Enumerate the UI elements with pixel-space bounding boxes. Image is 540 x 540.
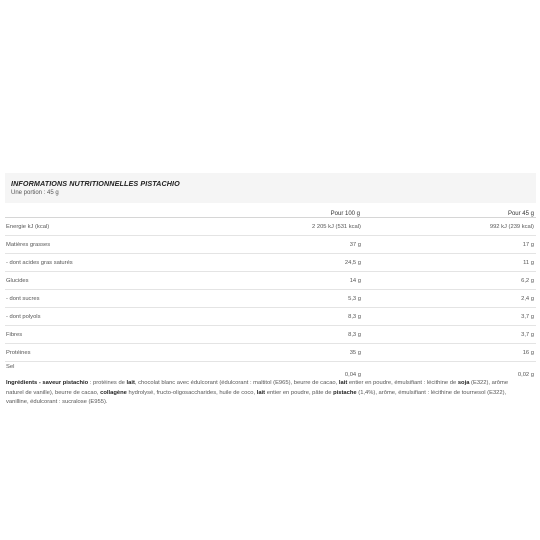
value-per-100g: 14 g [349, 277, 361, 284]
allergen: lait [126, 380, 135, 386]
ingredients-part: , chocolat blanc avec édulcorant (édulcorant : maltitol (E965), beurre de cacao, [134, 380, 339, 386]
value-per-100g: 8,3 g [348, 313, 361, 320]
value-per-45g: 0,02 g [517, 372, 534, 378]
value-per-100g: 2 205 kJ (531 kcal) [312, 223, 361, 230]
table-row [5, 362, 536, 378]
allergen: collagène [100, 389, 127, 396]
nutrition-title: INFORMATIONS NUTRITIONNELLES PISTACHIO [11, 179, 180, 188]
table-header [5, 203, 536, 218]
value-per-100g: 24,5 g [344, 259, 361, 266]
table-row [5, 272, 536, 290]
allergen: lait [338, 380, 348, 386]
nutrient-label: - dont sucres [6, 295, 40, 302]
ingredients-part: (E322), arôme naturel de vanille), beurre de cacao, [6, 380, 509, 396]
ingredients-text [5, 378, 526, 408]
nutrient-label: - dont polyols [6, 313, 41, 320]
nutrient-label: Glucides [6, 277, 29, 284]
nutrient-label: - dont acides gras saturés [6, 259, 73, 266]
nutrient-label: Energie kJ (kcal) [6, 223, 50, 230]
nutrition-panel [5, 173, 536, 408]
value-per-45g: 6,2 g [521, 277, 534, 284]
ingredients-part: entier en poudre, émulsifiant : lécithine de [347, 380, 458, 386]
table-row [5, 218, 536, 236]
table-row [5, 326, 536, 344]
allergen: soja [457, 380, 470, 386]
value-per-45g: 16 g [522, 349, 534, 356]
value-per-100g: 0,04 g [344, 372, 361, 378]
nutrition-header [5, 173, 536, 203]
ingredients-part: (1,4%), arôme, émulsifiant : lécithine de tournesol (E322), vanilline, édulcorant : sucralose (E955). [6, 389, 507, 405]
value-per-45g: 11 g [523, 259, 534, 266]
value-per-100g: 37 g [349, 241, 361, 248]
ingredients-heading: Ingrédients - saveur pistachio [6, 380, 89, 386]
table-row [5, 254, 536, 272]
value-per-45g: 3,7 g [521, 331, 534, 338]
ingredients-part: : protéines de [88, 380, 127, 386]
table-row [5, 236, 536, 254]
allergen: lait [256, 389, 266, 396]
value-per-45g: 3,7 g [521, 313, 534, 320]
nutrient-label: Matières grasses [6, 241, 51, 248]
value-per-100g: 35 g [349, 349, 361, 356]
value-per-45g: 17 g [522, 241, 534, 248]
column-header-per-100g: Pour 100 g [330, 211, 360, 217]
value-per-100g: 5,3 g [348, 295, 361, 302]
nutrient-label: Sel [6, 364, 15, 370]
nutrient-label: Fibres [6, 331, 23, 338]
allergen: pistache [333, 389, 357, 396]
value-per-45g: 2,4 g [521, 295, 534, 302]
value-per-100g: 8,3 g [348, 331, 361, 338]
ingredients-part: hydrolysé, fructo-oligosaccharides, huile de coco, [126, 389, 257, 396]
table-row [5, 344, 536, 362]
value-per-45g: 992 kJ (239 kcal) [489, 223, 534, 230]
nutrient-label: Protéines [6, 349, 31, 356]
ingredients-part: entier en poudre, pâte de [265, 389, 334, 396]
table-row [5, 290, 536, 308]
portion-subtitle: Une portion : 45 g [11, 190, 59, 196]
column-header-per-45g: Pour 45 g [507, 211, 534, 217]
table-row [5, 308, 536, 326]
